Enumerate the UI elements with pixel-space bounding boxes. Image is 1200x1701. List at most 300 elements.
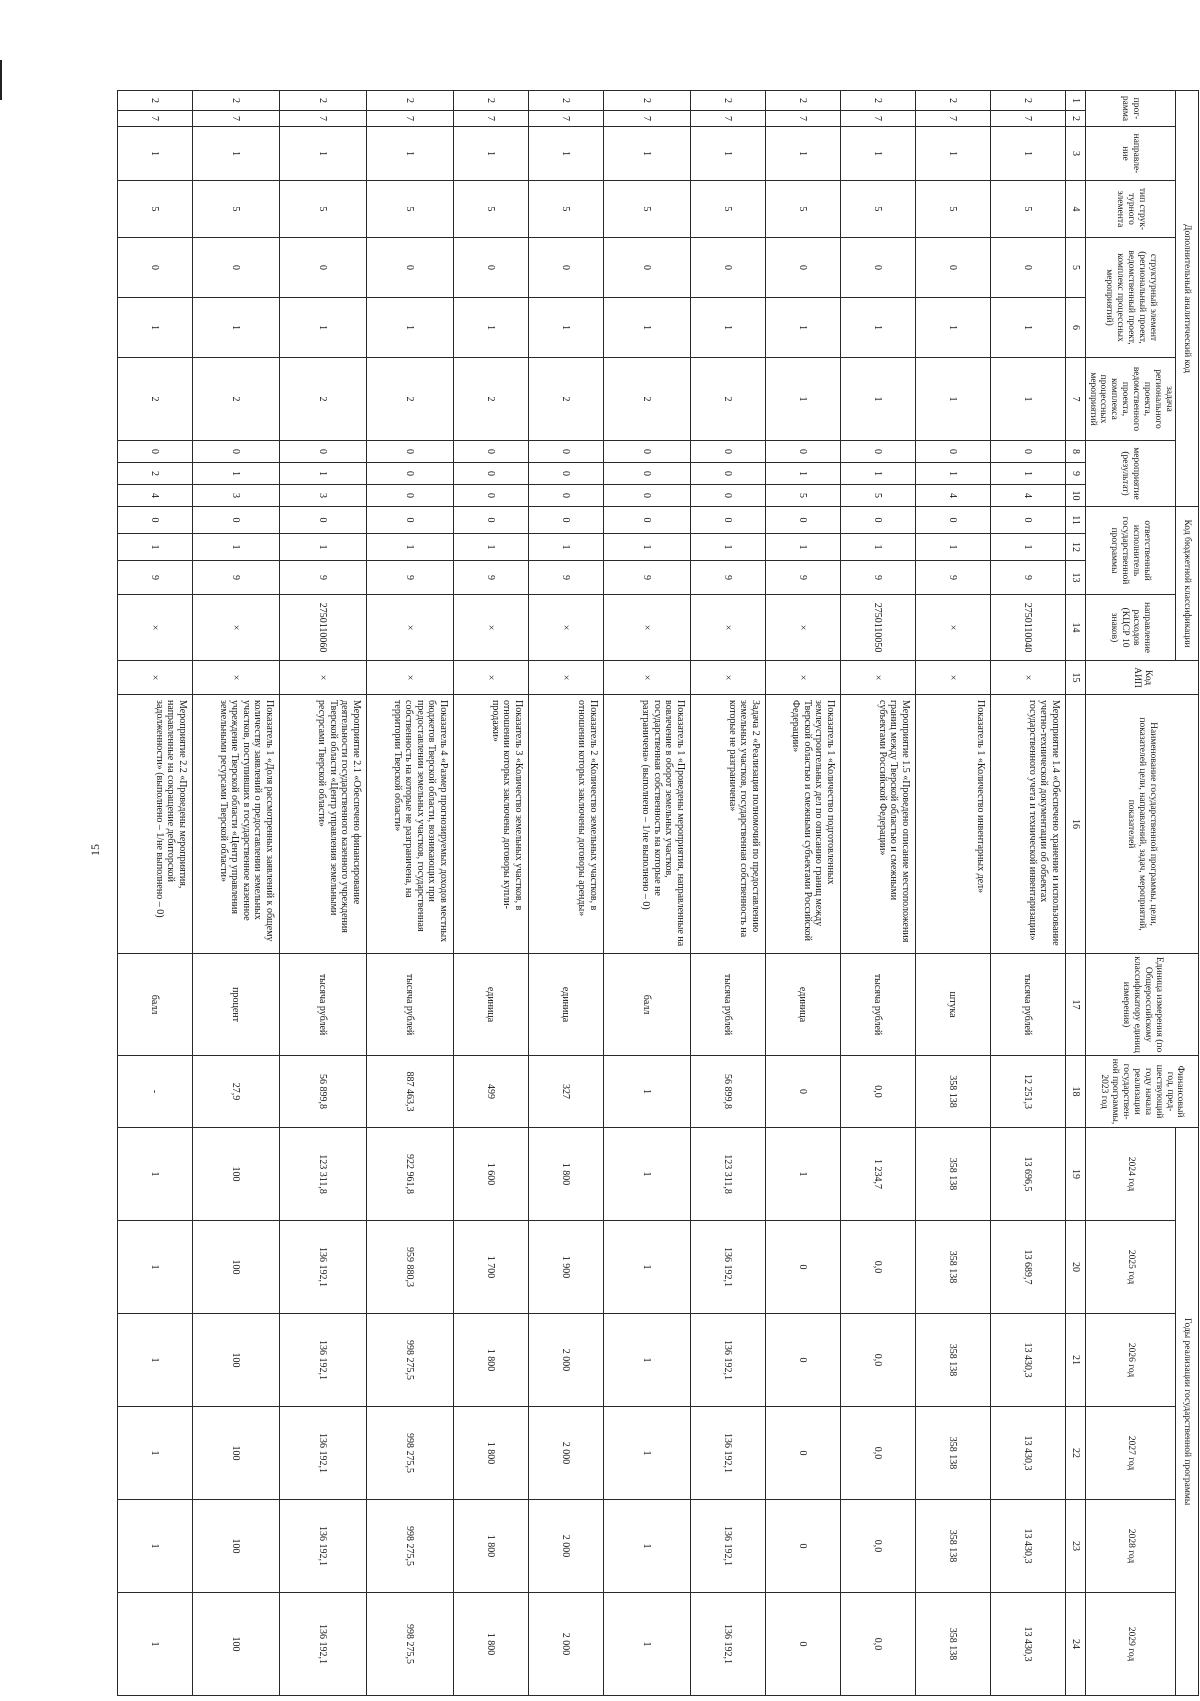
year-value: 1	[117, 1221, 192, 1314]
struct-element-code: 1	[279, 298, 366, 358]
row-name: Показатель 1 «Количество инвентарных дел»	[915, 695, 990, 954]
aip-code: ×	[366, 661, 453, 695]
year-value: 358 138	[915, 1128, 990, 1221]
direction-code: 1	[117, 127, 192, 181]
aip-code: ×	[528, 661, 603, 695]
program-code: 7	[279, 111, 366, 127]
unit-cell: балл	[603, 954, 690, 1056]
year-value: 1 234,7	[840, 1128, 915, 1221]
expense-direction-code: ×	[690, 595, 765, 661]
row-name: Мероприятие 1.4 «Обеспечено хранение и использование учетно-технической документации об объектах государственного учета и технической инвентаризации»	[990, 695, 1065, 954]
year-value: 2 000	[528, 1314, 603, 1407]
measure-code: 0	[528, 485, 603, 507]
executor-code: 0	[366, 507, 453, 534]
unit-cell: балл	[117, 954, 192, 1056]
year-value: 123 311,8	[690, 1128, 765, 1221]
executor-code: 9	[528, 561, 603, 595]
column-numbers-row	[1065, 91, 1085, 1696]
year-value: 136 192,1	[690, 1593, 765, 1696]
task-code: 2	[603, 358, 690, 441]
program-code: 2	[366, 91, 453, 111]
base-year-value: 27,9	[192, 1056, 279, 1128]
measure-code: 4	[117, 485, 192, 507]
year-value: 13 430,3	[990, 1407, 1065, 1500]
measure-code: 0	[915, 441, 990, 463]
struct-element-code: 0	[603, 238, 690, 298]
year-value: 1	[603, 1593, 690, 1696]
struct-element-code: 0	[366, 238, 453, 298]
measure-code: 0	[366, 463, 453, 485]
margin-mark	[0, 60, 2, 100]
base-year-value: -	[117, 1056, 192, 1128]
column-number: 22	[1065, 1407, 1085, 1500]
unit-cell: единица	[528, 954, 603, 1056]
aip-code: ×	[117, 661, 192, 695]
table-row	[192, 91, 279, 1696]
column-number: 11	[1065, 507, 1085, 534]
measure-code: 0	[366, 485, 453, 507]
base-year-value: 499	[453, 1056, 528, 1128]
year-value: 1	[603, 1500, 690, 1593]
year-value: 0,0	[840, 1407, 915, 1500]
measure-code: 1	[765, 463, 840, 485]
year-value: 136 192,1	[279, 1407, 366, 1500]
year-value: 0	[765, 1593, 840, 1696]
measure-header: мероприятие (результат)	[1085, 441, 1175, 507]
executor-code: 1	[117, 534, 192, 561]
year-value: 1	[603, 1407, 690, 1500]
executor-code: 9	[690, 561, 765, 595]
year-value: 0,0	[840, 1221, 915, 1314]
aip-header: Код АИП	[1085, 661, 1198, 695]
expense-direction-code: ×	[192, 595, 279, 661]
column-number: 14	[1065, 595, 1085, 661]
program-code: 2	[603, 91, 690, 111]
year-value: 100	[192, 1128, 279, 1221]
program-code: 2	[840, 91, 915, 111]
task-code: 1	[840, 358, 915, 441]
table-row	[279, 91, 366, 1696]
year-value: 123 311,8	[279, 1128, 366, 1221]
measure-code: 4	[990, 485, 1065, 507]
program-code: 2	[453, 91, 528, 111]
expense-direction-code: ×	[366, 595, 453, 661]
year-value: 13 430,3	[990, 1500, 1065, 1593]
program-header: прог-рамма	[1085, 91, 1175, 127]
program-code: 2	[192, 91, 279, 111]
struct-element-code: 1	[366, 298, 453, 358]
aip-code: ×	[690, 661, 765, 695]
unit-header: Единица измерения (по Общероссийскому классификатору единиц измерения)	[1085, 954, 1198, 1056]
executor-code: 9	[117, 561, 192, 595]
direction-code: 1	[192, 127, 279, 181]
measure-code: 0	[990, 441, 1065, 463]
measure-code: 0	[279, 441, 366, 463]
year-value: 2 000	[528, 1500, 603, 1593]
program-code: 2	[765, 91, 840, 111]
unit-cell: тысяча рублей	[690, 954, 765, 1056]
year-value: 136 192,1	[279, 1593, 366, 1696]
struct-element-code: 0	[690, 238, 765, 298]
year-value: 1 800	[453, 1407, 528, 1500]
year-value: 1	[117, 1128, 192, 1221]
year-value: 1 900	[528, 1221, 603, 1314]
struct-type-code: 5	[690, 181, 765, 238]
struct-element-code: 1	[528, 298, 603, 358]
expense-direction-code: ×	[915, 595, 990, 661]
expense-direction-code: 2750110050	[840, 595, 915, 661]
column-number: 16	[1065, 695, 1085, 954]
year-value: 1 800	[453, 1593, 528, 1696]
column-number: 2	[1065, 111, 1085, 127]
executor-code: 1	[915, 534, 990, 561]
measure-code: 3	[192, 485, 279, 507]
unit-cell: тысяча рублей	[279, 954, 366, 1056]
executor-code: 9	[279, 561, 366, 595]
measure-code: 5	[765, 485, 840, 507]
expense-direction-code: ×	[528, 595, 603, 661]
struct-type-code: 5	[528, 181, 603, 238]
aip-code: ×	[603, 661, 690, 695]
struct-element-code: 1	[453, 298, 528, 358]
year-value: 0	[765, 1221, 840, 1314]
executor-header: ответственный исполнитель государственной программы	[1085, 507, 1175, 595]
column-number: 9	[1065, 463, 1085, 485]
base-year-value: 1	[603, 1056, 690, 1128]
year-value: 358 138	[915, 1314, 990, 1407]
measure-code: 1	[279, 463, 366, 485]
task-code: 2	[453, 358, 528, 441]
direction-code: 1	[603, 127, 690, 181]
year-value: 136 192,1	[690, 1500, 765, 1593]
year-value: 998 275,5	[366, 1500, 453, 1593]
year-value: 1	[603, 1221, 690, 1314]
measure-code: 0	[840, 441, 915, 463]
struct-element-header: структурный элемент (региональный проект, ведомственный проект, комплекс процессных мероприятий)	[1085, 238, 1175, 358]
table-row	[915, 91, 990, 1696]
year-header: 2029 год	[1085, 1593, 1175, 1696]
executor-code: 9	[765, 561, 840, 595]
direction-code: 1	[528, 127, 603, 181]
program-code: 7	[192, 111, 279, 127]
executor-code: 0	[453, 507, 528, 534]
year-value: 1	[117, 1593, 192, 1696]
measure-code: 0	[690, 485, 765, 507]
task-code: 2	[528, 358, 603, 441]
base-year-value: 327	[528, 1056, 603, 1128]
expense-direction-code: ×	[117, 595, 192, 661]
table-row	[117, 91, 192, 1696]
year-value: 358 138	[915, 1407, 990, 1500]
struct-type-code: 5	[990, 181, 1065, 238]
year-value: 100	[192, 1314, 279, 1407]
program-code: 7	[528, 111, 603, 127]
struct-type-code: 5	[915, 181, 990, 238]
direction-code: 1	[279, 127, 366, 181]
struct-type-header: тип струк-турного элемента	[1085, 181, 1175, 238]
table-row	[690, 91, 765, 1696]
row-name: Показатель 3 «Количество земельных участков, в отношении которых заключены договоры купли-продажи»	[453, 695, 528, 954]
program-code: 2	[990, 91, 1065, 111]
year-value: 100	[192, 1221, 279, 1314]
executor-code: 1	[366, 534, 453, 561]
executor-code: 1	[840, 534, 915, 561]
year-value: 2 000	[528, 1407, 603, 1500]
struct-element-code: 1	[765, 298, 840, 358]
name-header: Наименование государственной программы, цели, показателей цели, направлений, задач, мероприятий, показателей	[1085, 695, 1198, 954]
executor-code: 9	[192, 561, 279, 595]
expense-direction-code: 2750110040	[990, 595, 1065, 661]
table-row	[366, 91, 453, 1696]
aip-code: ×	[990, 661, 1065, 695]
year-value: 100	[192, 1500, 279, 1593]
program-code: 2	[690, 91, 765, 111]
executor-code: 0	[192, 507, 279, 534]
year-value: 13 696,5	[990, 1128, 1065, 1221]
year-value: 0,0	[840, 1500, 915, 1593]
column-number: 4	[1065, 181, 1085, 238]
unit-cell: единица	[453, 954, 528, 1056]
executor-code: 0	[915, 507, 990, 534]
column-number: 3	[1065, 127, 1085, 181]
base-year-value: 12 251,3	[990, 1056, 1065, 1128]
direction-code: 1	[690, 127, 765, 181]
measure-code: 0	[528, 441, 603, 463]
year-value: 1	[117, 1314, 192, 1407]
struct-element-code: 1	[840, 298, 915, 358]
measure-code: 0	[690, 463, 765, 485]
year-value: 2 000	[528, 1593, 603, 1696]
year-value: 1	[117, 1500, 192, 1593]
executor-code: 1	[192, 534, 279, 561]
direction-code: 1	[765, 127, 840, 181]
measure-code: 0	[366, 441, 453, 463]
year-value: 0	[765, 1500, 840, 1593]
measure-code: 0	[453, 463, 528, 485]
row-name: Мероприятие 2.2 «Проведены мероприятия, направленные на сокращение дебиторской задолженности» (выполнено – 1/не выполнено – 0)	[117, 695, 192, 954]
year-value: 100	[192, 1593, 279, 1696]
measure-code: 0	[603, 441, 690, 463]
measure-code: 0	[453, 485, 528, 507]
year-header: 2025 год	[1085, 1221, 1175, 1314]
program-code: 7	[453, 111, 528, 127]
measure-code: 1	[192, 463, 279, 485]
measure-code: 2	[117, 463, 192, 485]
program-code: 2	[117, 91, 192, 111]
program-code: 2	[915, 91, 990, 111]
year-value: 358 138	[915, 1221, 990, 1314]
year-value: 0	[765, 1314, 840, 1407]
program-code: 7	[915, 111, 990, 127]
column-number: 24	[1065, 1593, 1085, 1696]
struct-type-code: 5	[192, 181, 279, 238]
unit-cell: процент	[192, 954, 279, 1056]
base-year-value: 887 463,3	[366, 1056, 453, 1128]
program-code: 2	[528, 91, 603, 111]
struct-element-code: 0	[915, 238, 990, 298]
executor-code: 0	[765, 507, 840, 534]
column-number: 10	[1065, 485, 1085, 507]
column-number: 18	[1065, 1056, 1085, 1128]
struct-element-code: 0	[117, 238, 192, 298]
measure-code: 0	[603, 463, 690, 485]
base-year-value: 358 138	[915, 1056, 990, 1128]
direction-code: 1	[990, 127, 1065, 181]
task-code: 2	[366, 358, 453, 441]
year-value: 922 961,8	[366, 1128, 453, 1221]
struct-element-code: 1	[603, 298, 690, 358]
program-table	[117, 90, 1199, 1696]
year-value: 100	[192, 1407, 279, 1500]
column-number: 1	[1065, 91, 1085, 111]
year-value: 1	[603, 1314, 690, 1407]
year-value: 1 800	[453, 1500, 528, 1593]
rotated-page	[149, 90, 1199, 1695]
executor-code: 0	[603, 507, 690, 534]
table-row	[840, 91, 915, 1696]
struct-element-code: 0	[528, 238, 603, 298]
program-code: 7	[117, 111, 192, 127]
measure-code: 1	[915, 463, 990, 485]
program-code: 7	[840, 111, 915, 127]
year-value: 136 192,1	[690, 1407, 765, 1500]
year-value: 1 800	[528, 1128, 603, 1221]
measure-code: 0	[453, 441, 528, 463]
task-code: 2	[192, 358, 279, 441]
column-number: 8	[1065, 441, 1085, 463]
year-value: 1 800	[453, 1314, 528, 1407]
aip-code: ×	[915, 661, 990, 695]
column-number: 15	[1065, 661, 1085, 695]
row-name: Показатель 1 «Количество подготовленных землеустроительных дел по описанию границ между Тверской областью и смежными субъектами Российской Федерации»	[765, 695, 840, 954]
table-body	[117, 91, 1065, 1696]
measure-code: 5	[840, 485, 915, 507]
measure-code: 0	[117, 441, 192, 463]
expense-direction-code: ×	[453, 595, 528, 661]
year-value: 1	[765, 1128, 840, 1221]
year-value: 998 275,5	[366, 1593, 453, 1696]
year-value: 998 275,5	[366, 1314, 453, 1407]
measure-code: 3	[279, 485, 366, 507]
column-number: 23	[1065, 1500, 1085, 1593]
year-value: 0	[765, 1407, 840, 1500]
year-value: 13 430,3	[990, 1593, 1065, 1696]
year-value: 136 192,1	[279, 1500, 366, 1593]
column-number: 7	[1065, 358, 1085, 441]
struct-element-code: 1	[990, 298, 1065, 358]
analytic-code-header: Дополнительный аналитический код	[1176, 91, 1199, 507]
program-code: 7	[690, 111, 765, 127]
executor-code: 1	[603, 534, 690, 561]
struct-element-code: 0	[453, 238, 528, 298]
executor-code: 9	[990, 561, 1065, 595]
column-number: 13	[1065, 561, 1085, 595]
unit-cell: штука	[915, 954, 990, 1056]
direction-code: 1	[915, 127, 990, 181]
expense-dir-header: направление расходов (КЦСР 10 знаков)	[1085, 595, 1175, 661]
budget-code-header: Код бюджетной классификации	[1176, 507, 1199, 661]
table-row	[990, 91, 1065, 1696]
year-value: 1	[117, 1407, 192, 1500]
year-value: 136 192,1	[279, 1221, 366, 1314]
task-code: 2	[117, 358, 192, 441]
year-value: 0,0	[840, 1314, 915, 1407]
executor-code: 0	[840, 507, 915, 534]
struct-type-code: 5	[765, 181, 840, 238]
task-code: 1	[915, 358, 990, 441]
direction-code: 1	[453, 127, 528, 181]
executor-code: 0	[279, 507, 366, 534]
executor-code: 1	[765, 534, 840, 561]
struct-type-code: 5	[366, 181, 453, 238]
year-value: 1	[603, 1128, 690, 1221]
struct-type-code: 5	[603, 181, 690, 238]
year-value: 13 689,7	[990, 1221, 1065, 1314]
base-year-value: 56 899,8	[690, 1056, 765, 1128]
year-header: 2024 год	[1085, 1128, 1175, 1221]
task-code: 2	[690, 358, 765, 441]
year-value: 959 880,3	[366, 1221, 453, 1314]
row-name: Показатель 1 «Доля рассмотренных заявлений к общему количеству заявлений о предоставлении земельных участков, поступивших в государственное казенное учреждение Тверской области «Центр управления земельными ресурсами Тверской области»	[192, 695, 279, 954]
table-row	[528, 91, 603, 1696]
executor-code: 1	[990, 534, 1065, 561]
executor-code: 0	[528, 507, 603, 534]
struct-element-code: 0	[840, 238, 915, 298]
task-code: 1	[765, 358, 840, 441]
struct-element-code: 1	[690, 298, 765, 358]
executor-code: 9	[915, 561, 990, 595]
column-number: 6	[1065, 298, 1085, 358]
expense-direction-code: 2750110060	[279, 595, 366, 661]
expense-direction-code: ×	[765, 595, 840, 661]
row-name: Показатель 2 «Количество земельных участков, в отношении которых заключены договоры аренды»	[528, 695, 603, 954]
year-value: 358 138	[915, 1500, 990, 1593]
executor-code: 1	[453, 534, 528, 561]
year-header: 2026 год	[1085, 1314, 1175, 1407]
row-name: Показатель 4 «Размер прогнозируемых доходов местных бюджетов Тверской области, возникающих при предоставлении земельных участков, государственная собственность на которые не разграничена, на территории Тверской области»	[366, 695, 453, 954]
executor-code: 1	[690, 534, 765, 561]
direction-header: направле-ние	[1085, 127, 1175, 181]
column-number: 20	[1065, 1221, 1085, 1314]
task-code: 1	[990, 358, 1065, 441]
measure-code: 0	[603, 485, 690, 507]
measure-code: 1	[840, 463, 915, 485]
year-value: 1 600	[453, 1128, 528, 1221]
unit-cell: тысяча рублей	[990, 954, 1065, 1056]
program-code: 7	[366, 111, 453, 127]
row-name: Мероприятие 1.5 «Проведено описание местоположения границ между Тверской областью и смежными субъектами Российской Федерации»	[840, 695, 915, 954]
year-value: 358 138	[915, 1593, 990, 1696]
aip-code: ×	[279, 661, 366, 695]
row-name: Показатель 1 «Проведены мероприятия, направленные на вовлечение в оборот земельных участков, государственная собственность на которые не разграничена» (выполнено – 1/не выполнено – 0)	[603, 695, 690, 954]
struct-element-code: 1	[117, 298, 192, 358]
measure-code: 1	[990, 463, 1065, 485]
year-value: 136 192,1	[279, 1314, 366, 1407]
executor-code: 1	[528, 534, 603, 561]
executor-code: 1	[279, 534, 366, 561]
column-number: 5	[1065, 238, 1085, 298]
measure-code: 0	[765, 441, 840, 463]
executor-code: 0	[117, 507, 192, 534]
executor-code: 9	[453, 561, 528, 595]
year-value: 1 700	[453, 1221, 528, 1314]
table-row	[453, 91, 528, 1696]
struct-type-code: 5	[453, 181, 528, 238]
struct-type-code: 5	[117, 181, 192, 238]
column-number: 17	[1065, 954, 1085, 1056]
aip-code: ×	[840, 661, 915, 695]
unit-cell: тысяча рублей	[840, 954, 915, 1056]
